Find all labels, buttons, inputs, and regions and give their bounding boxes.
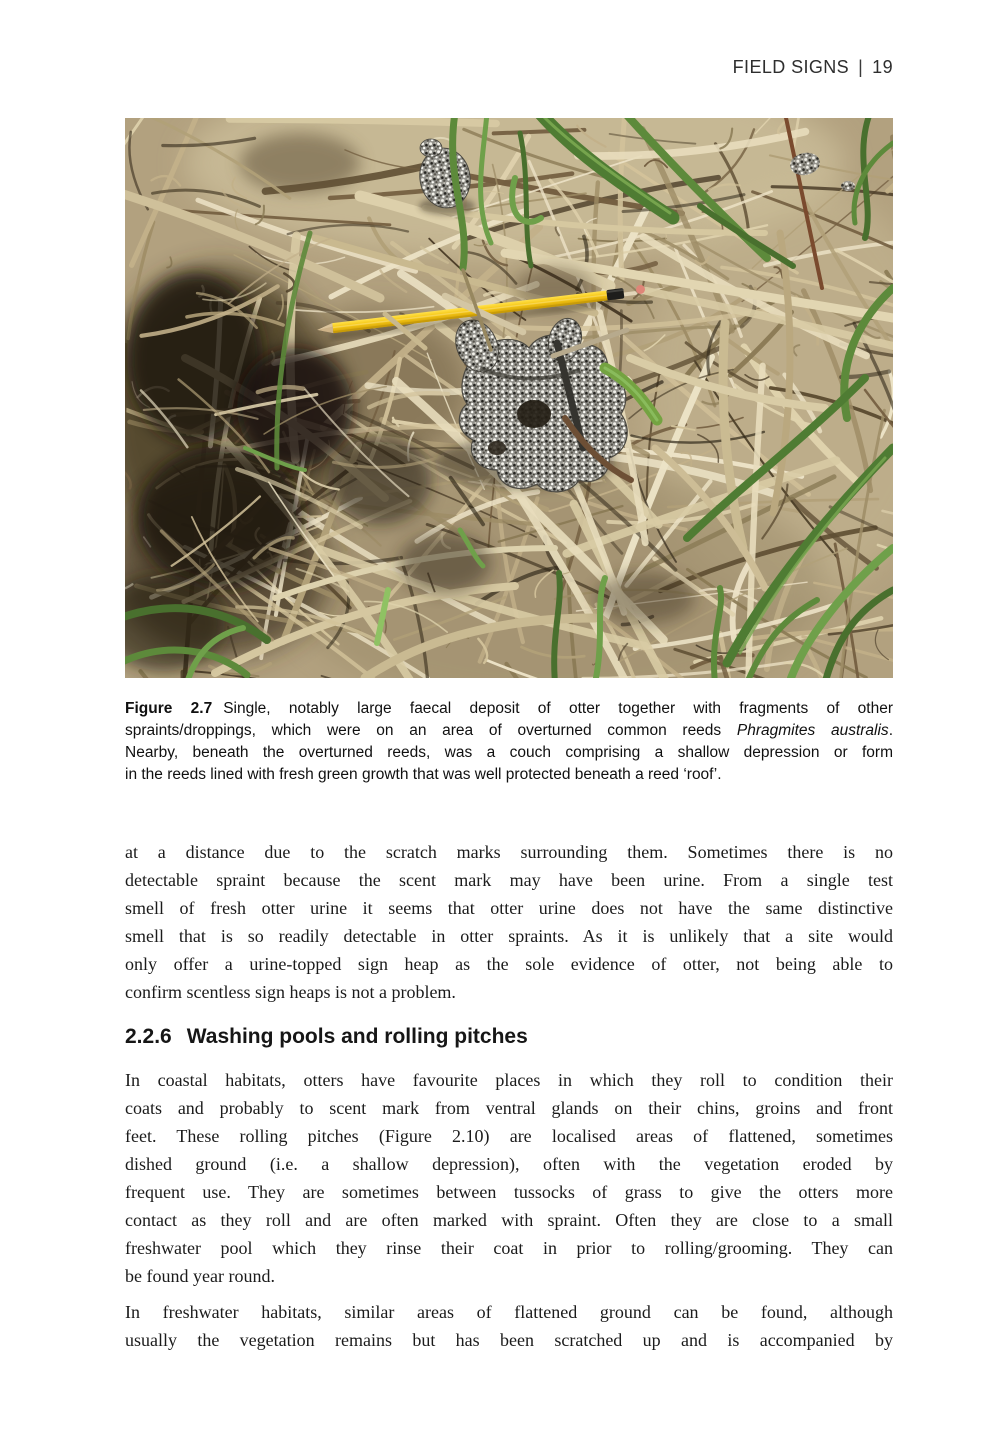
section-title: Washing pools and rolling pitches	[186, 1025, 528, 1048]
body-text-line: smell that is so readily detectable in otter spraints. As it is unlikely that a site would	[125, 926, 893, 946]
body-text-line: In freshwater habitats, similar areas of flattened ground can be found, although	[125, 1302, 893, 1322]
caption-text: .	[888, 722, 893, 739]
body-text-line: usually the vegetation remains but has been scratched up and is accompanied by	[125, 1330, 893, 1350]
reed-bed-photograph	[125, 118, 893, 678]
caption-text: in the reeds lined with fresh green growth that was well protected beneath a reed ‘roof’.	[125, 766, 722, 783]
running-header	[125, 57, 893, 78]
body-text-line: at a distance due to the scratch marks surrounding them. Sometimes there is no	[125, 842, 893, 862]
body-paragraph-2	[125, 1066, 893, 1290]
caption-text: spraints/droppings, which were on an area of overturned common reeds	[125, 722, 737, 739]
running-header-title: FIELD SIGNS	[732, 57, 850, 77]
figure-caption	[125, 698, 893, 786]
figure-2-7-photo	[125, 118, 893, 678]
body-text-line: dished ground (i.e. a shallow depression), often with the vegetation eroded by	[125, 1154, 893, 1174]
body-text-line: contact as they roll and are often marked with spraint. Often they are close to a small	[125, 1210, 893, 1230]
body-text-line: smell of fresh otter urine it seems that otter urine does not have the same distinctive	[125, 898, 893, 918]
figure-caption-line-1	[125, 698, 893, 720]
body-text-line: be found year round.	[125, 1266, 275, 1286]
body-text-line: In coastal habitats, otters have favourite places in which they roll to condition their	[125, 1070, 893, 1090]
page-number: 19	[872, 57, 893, 77]
caption-text: Nearby, beneath the overturned reeds, was a couch comprising a shallow depression or form	[125, 744, 893, 761]
body-text-line: freshwater pool which they rinse their coat in prior to rolling/grooming. They can	[125, 1238, 893, 1258]
figure-label: Figure 2.7	[125, 700, 213, 717]
body-text-line: confirm scentless sign heaps is not a problem.	[125, 982, 456, 1002]
body-paragraph-1	[125, 838, 893, 1006]
body-text-line: detectable spraint because the scent mark may have been urine. From a single test	[125, 870, 893, 890]
body-text-line: feet. These rolling pitches (Figure 2.10) are localised areas of flattened, sometimes	[125, 1126, 893, 1146]
body-text-line: frequent use. They are sometimes between tussocks of grass to give the otters more	[125, 1182, 893, 1202]
caption-text: Single, notably large faecal deposit of otter together with fragments of other	[223, 700, 893, 717]
body-text-line: coats and probably to scent mark from ventral glands on their chins, groins and front	[125, 1098, 893, 1118]
species-name-italic: Phragmites australis	[736, 722, 889, 739]
figure-caption-line-3	[125, 742, 893, 764]
figure-caption-line-2	[125, 720, 893, 742]
body-text-line: only offer a urine-topped sign heap as the sole evidence of otter, not being able to	[125, 954, 893, 974]
section-number: 2.2.6	[125, 1025, 172, 1048]
section-heading	[125, 1022, 893, 1052]
body-paragraph-3	[125, 1298, 893, 1354]
running-header-separator: |	[858, 57, 864, 77]
figure-caption-line-4	[125, 764, 893, 786]
